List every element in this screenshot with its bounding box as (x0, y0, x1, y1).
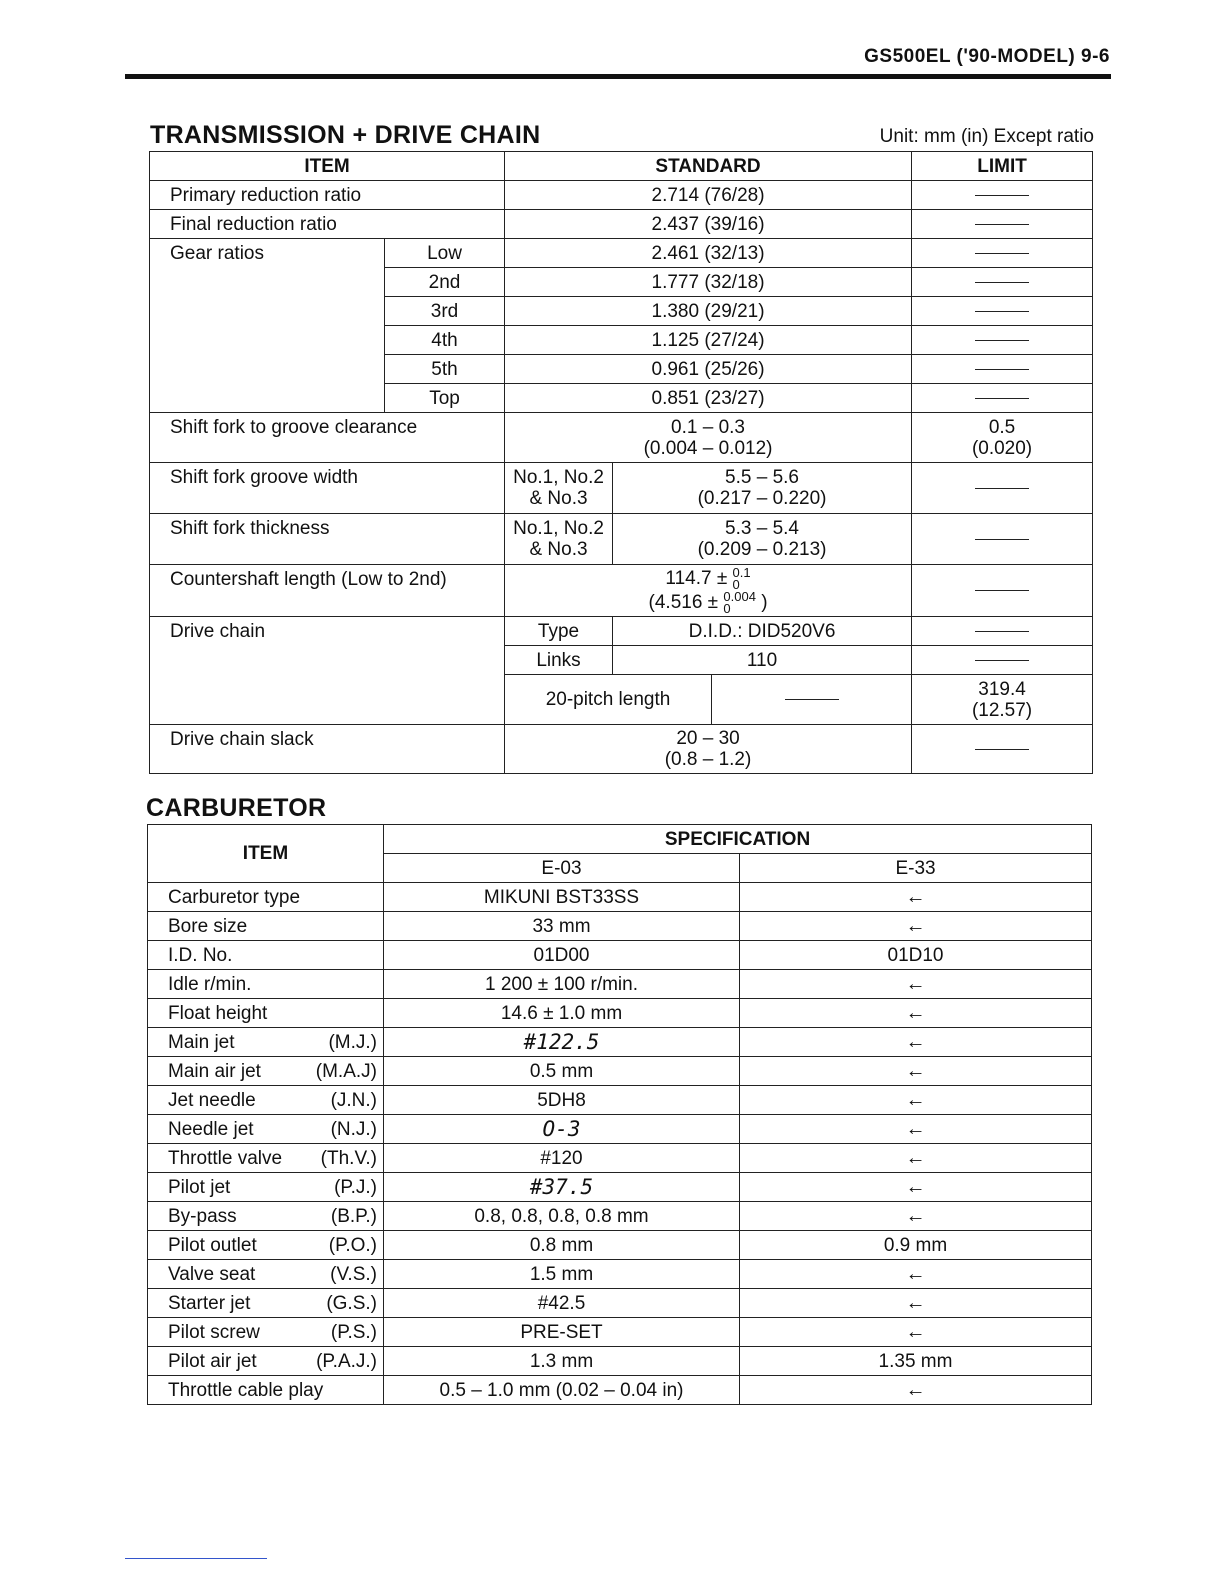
chain-links-value: 110 (613, 646, 912, 675)
table-row (150, 514, 1093, 565)
carb-e33-value: ← (740, 883, 1092, 912)
tol-upper: 0.004 (723, 588, 756, 604)
carb-e03-value: 0.8, 0.8, 0.8, 0.8 mm (384, 1202, 740, 1231)
carb-item-label: Bore size (168, 915, 248, 937)
chain-slack-standard (505, 725, 912, 774)
limit-none (912, 463, 1093, 514)
table-row (148, 1376, 1092, 1405)
table-row (148, 1202, 1092, 1231)
carb-e33-value: 01D10 (740, 941, 1092, 970)
groove-width-sub (505, 463, 613, 514)
carb-item (148, 1260, 384, 1289)
carb-item (148, 883, 384, 912)
table-row (148, 1115, 1092, 1144)
carb-item-label: Pilot jet (168, 1176, 231, 1198)
carb-e03-value: 0.8 mm (384, 1231, 740, 1260)
carb-item (148, 1028, 384, 1057)
table-row (148, 1144, 1092, 1173)
carb-e03-value: #37.5 (384, 1173, 740, 1202)
carburetor-title: CARBURETOR (146, 794, 327, 822)
carb-item (148, 1289, 384, 1318)
page-header-title: GS500EL ('90-MODEL) 9-6 (864, 46, 1110, 67)
carb-e03-value: 1 200 ± 100 r/min. (384, 970, 740, 999)
table-row (148, 883, 1092, 912)
table-row (148, 941, 1092, 970)
gear-name: Top (385, 384, 505, 413)
chain-pitch-lim-mm: 319.4 (978, 678, 1026, 700)
carb-e03-value: 01D00 (384, 941, 740, 970)
header-item: ITEM (148, 825, 384, 883)
carb-item (148, 1318, 384, 1347)
thickness-sub1: No.1, No.2 (513, 518, 604, 539)
countershaft-label: Countershaft length (Low to 2nd) (150, 565, 505, 617)
carb-e33-value: ← (740, 970, 1092, 999)
carb-e33-value: ← (740, 1173, 1092, 1202)
carb-e33-value: ← (740, 1318, 1092, 1347)
carb-item (148, 1173, 384, 1202)
gear-standard: 1.380 (29/21) (505, 297, 912, 326)
gear-standard: 1.125 (27/24) (505, 326, 912, 355)
table-row (148, 1028, 1092, 1057)
carb-item-label: Throttle cable play (168, 1379, 324, 1401)
carb-e33-value: ← (740, 1144, 1092, 1173)
chain-type-label: Type (505, 617, 613, 646)
countershaft-std-mm (511, 564, 905, 592)
carb-item-label: Main jet (168, 1031, 235, 1053)
carb-e03-value: 14.6 ± 1.0 mm (384, 999, 740, 1028)
limit-none (912, 384, 1093, 413)
chain-pitch-label: 20-pitch length (505, 675, 712, 725)
gear-standard: 1.777 (32/18) (505, 268, 912, 297)
groove-width-sub2: & No.3 (529, 488, 588, 509)
carb-item (148, 1376, 384, 1405)
carb-e03-value: 0.5 mm (384, 1057, 740, 1086)
shift-clearance-lim-mm: 0.5 (988, 416, 1016, 438)
carb-item-label: Jet needle (168, 1089, 256, 1111)
carb-e33-value: ← (740, 1202, 1092, 1231)
footer-rule (125, 1558, 267, 1559)
table-row (148, 999, 1092, 1028)
table-row (148, 1057, 1092, 1086)
table-row (148, 1173, 1092, 1202)
table-row (150, 210, 1093, 239)
shift-clearance-limit (912, 413, 1093, 463)
chain-type-value: D.I.D.: DID520V6 (613, 617, 912, 646)
chain-pitch-lim-in: (12.57) (971, 699, 1033, 721)
limit-none (912, 326, 1093, 355)
carb-e03-value: 33 mm (384, 912, 740, 941)
thickness-sub2: & No.3 (529, 539, 588, 560)
carb-item-abbr: (V.S.) (330, 1263, 377, 1285)
groove-width-standard (613, 463, 912, 514)
carb-e33-value: ← (740, 1028, 1092, 1057)
carb-e33-value: ← (740, 912, 1092, 941)
carb-item-abbr: (Th.V.) (320, 1147, 377, 1169)
tol-upper: 0.1 (732, 564, 751, 580)
header-standard: STANDARD (505, 152, 912, 181)
carb-item (148, 1347, 384, 1376)
thickness-std-in: (0.209 – 0.213) (697, 539, 827, 560)
table-row (150, 617, 1093, 646)
carb-item-abbr: (G.S.) (326, 1292, 377, 1314)
gear-standard: 0.961 (25/26) (505, 355, 912, 384)
carb-item (148, 1115, 384, 1144)
countershaft-base-mm: 114.7 ± (665, 567, 728, 589)
carb-item-label: Pilot screw (168, 1321, 260, 1343)
header-e03: E-03 (384, 854, 740, 883)
countershaft-close: ) (761, 591, 768, 613)
carb-item (148, 1231, 384, 1260)
carb-e33-value: ← (740, 1115, 1092, 1144)
shift-clearance-lim-in: (0.020) (971, 437, 1033, 459)
carb-item (148, 941, 384, 970)
carb-item (148, 1057, 384, 1086)
carb-e33-value: ← (740, 1057, 1092, 1086)
table-header-row (148, 825, 1092, 854)
chain-pitch-standard (712, 675, 912, 725)
carb-item-label: Idle r/min. (168, 973, 252, 995)
carb-e03-value: 0.5 – 1.0 mm (0.02 – 0.04 in) (384, 1376, 740, 1405)
header-limit: LIMIT (912, 152, 1093, 181)
table-row (150, 463, 1093, 514)
table-row (148, 1231, 1092, 1260)
countershaft-base-in: (4.516 ± (648, 591, 719, 613)
carb-e03-value: O-3 (384, 1115, 740, 1144)
carb-item-abbr: (B.P.) (330, 1205, 377, 1227)
carb-item-abbr: (M.J.) (328, 1031, 377, 1053)
groove-width-label: Shift fork groove width (150, 463, 505, 514)
limit-none (912, 514, 1093, 565)
gear-name: Low (385, 239, 505, 268)
limit-none (912, 355, 1093, 384)
thickness-standard (613, 514, 912, 565)
carb-item-label: By-pass (168, 1205, 237, 1227)
carb-item-abbr: (J.N.) (330, 1089, 377, 1111)
carb-item (148, 970, 384, 999)
carb-e33-value: ← (740, 1289, 1092, 1318)
carburetor-table (147, 824, 1092, 1405)
carb-item-label: Main air jet (168, 1060, 261, 1082)
carb-e03-value: #120 (384, 1144, 740, 1173)
carb-e03-value: 5DH8 (384, 1086, 740, 1115)
carb-item-label: Pilot air jet (168, 1350, 257, 1372)
table-row (148, 1260, 1092, 1289)
carb-item-abbr: (P.O.) (328, 1234, 377, 1256)
table-row (148, 970, 1092, 999)
limit-none (912, 239, 1093, 268)
limit-none (912, 297, 1093, 326)
gear-ratios-label: Gear ratios (150, 239, 385, 413)
thickness-std-mm: 5.3 – 5.4 (725, 518, 799, 539)
primary-standard: 2.714 (76/28) (505, 181, 912, 210)
carb-item (148, 1144, 384, 1173)
countershaft-standard (505, 565, 912, 617)
groove-width-sub1: No.1, No.2 (513, 467, 604, 488)
carb-e33-value: ← (740, 999, 1092, 1028)
primary-label: Primary reduction ratio (150, 181, 505, 210)
countershaft-tol-in (723, 588, 756, 616)
countershaft-tol-mm (732, 564, 751, 592)
carb-item (148, 1086, 384, 1115)
carb-e03-value: #42.5 (384, 1289, 740, 1318)
shift-clearance-std-mm: 0.1 – 0.3 (671, 416, 745, 438)
table-row (148, 1347, 1092, 1376)
carb-e03-value: MIKUNI BST33SS (384, 883, 740, 912)
carb-item-label: Needle jet (168, 1118, 254, 1140)
drive-chain-label: Drive chain (150, 617, 505, 725)
chain-pitch-limit (912, 675, 1093, 725)
carb-e03-value: 1.3 mm (384, 1347, 740, 1376)
chain-links-label: Links (505, 646, 613, 675)
carb-e33-value: ← (740, 1260, 1092, 1289)
tol-lower: 0 (723, 600, 731, 616)
gear-standard: 2.461 (32/13) (505, 239, 912, 268)
limit-none (912, 210, 1093, 239)
final-label: Final reduction ratio (150, 210, 505, 239)
carb-item-abbr: (P.A.J.) (316, 1350, 377, 1372)
carb-item-abbr: (M.A.J) (315, 1060, 377, 1082)
carb-e03-value: #122.5 (384, 1028, 740, 1057)
table-row (150, 725, 1093, 774)
carb-item (148, 1202, 384, 1231)
table-header-row (150, 152, 1093, 181)
transmission-table (149, 151, 1093, 774)
carb-item-label: Throttle valve (168, 1147, 283, 1169)
carb-e33-value: ← (740, 1086, 1092, 1115)
table-row (150, 565, 1093, 617)
gear-standard: 0.851 (23/27) (505, 384, 912, 413)
carb-item-label: Starter jet (168, 1292, 251, 1314)
carb-item (148, 999, 384, 1028)
carb-item-abbr: (P.S.) (330, 1321, 377, 1343)
countershaft-std-in (511, 588, 905, 616)
carb-item-label: Float height (168, 1002, 268, 1024)
shift-clearance-std-in: (0.004 – 0.012) (643, 437, 773, 459)
table-row (150, 181, 1093, 210)
carb-item-abbr: (P.J.) (334, 1176, 377, 1198)
carb-item-label: Carburetor type (168, 886, 301, 908)
table-row (148, 1318, 1092, 1347)
gear-name: 5th (385, 355, 505, 384)
table-row (148, 1289, 1092, 1318)
limit-none (912, 725, 1093, 774)
limit-none (912, 181, 1093, 210)
groove-width-std-mm: 5.5 – 5.6 (725, 467, 799, 488)
table-row (150, 413, 1093, 463)
gear-name: 3rd (385, 297, 505, 326)
header-e33: E-33 (740, 854, 1092, 883)
header-item: ITEM (150, 152, 505, 181)
thickness-sub (505, 514, 613, 565)
groove-width-std-in: (0.217 – 0.220) (697, 488, 827, 509)
table-row (148, 1086, 1092, 1115)
unit-note: Unit: mm (in) Except ratio (879, 126, 1094, 147)
tol-lower: 0 (732, 576, 740, 592)
carb-e33-value: ← (740, 1376, 1092, 1405)
carb-item-label: Pilot outlet (168, 1234, 257, 1256)
gear-name: 2nd (385, 268, 505, 297)
header-rule (125, 74, 1111, 79)
limit-none (912, 617, 1093, 646)
final-standard: 2.437 (39/16) (505, 210, 912, 239)
limit-none (912, 646, 1093, 675)
chain-slack-std-mm: 20 – 30 (676, 728, 740, 749)
carb-e03-value: 1.5 mm (384, 1260, 740, 1289)
header-specification: SPECIFICATION (384, 825, 1092, 854)
carb-item-abbr: (N.J.) (330, 1118, 377, 1140)
chain-slack-std-in: (0.8 – 1.2) (664, 749, 752, 770)
carb-e33-value: 1.35 mm (740, 1347, 1092, 1376)
table-row (148, 912, 1092, 941)
table-row (150, 239, 1093, 268)
carb-item (148, 912, 384, 941)
limit-none (912, 268, 1093, 297)
carb-item-label: Valve seat (168, 1263, 256, 1285)
shift-clearance-label: Shift fork to groove clearance (150, 413, 505, 463)
transmission-title: TRANSMISSION + DRIVE CHAIN (150, 121, 541, 149)
carb-e03-value: PRE-SET (384, 1318, 740, 1347)
thickness-label: Shift fork thickness (150, 514, 505, 565)
gear-name: 4th (385, 326, 505, 355)
carb-item-label: I.D. No. (168, 944, 233, 966)
limit-none (912, 565, 1093, 617)
carb-e33-value: 0.9 mm (740, 1231, 1092, 1260)
shift-clearance-standard (505, 413, 912, 463)
chain-slack-label: Drive chain slack (150, 725, 505, 774)
